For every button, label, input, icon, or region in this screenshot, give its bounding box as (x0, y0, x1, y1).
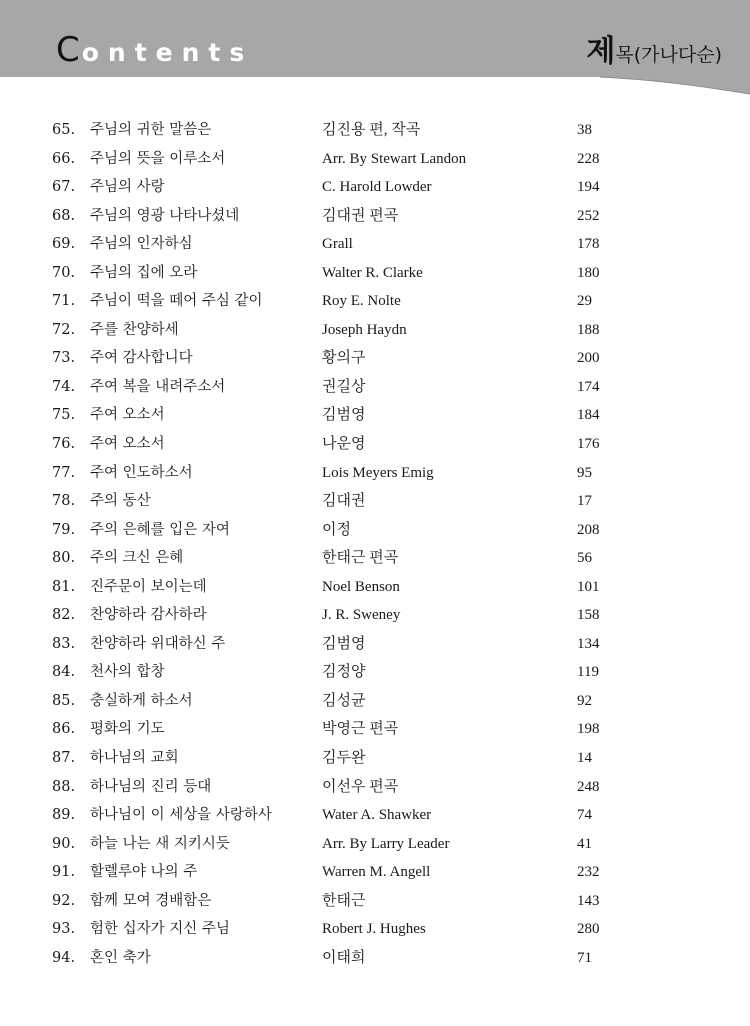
entry-page: 158 (577, 607, 600, 624)
entry-title: 하나님이 이 세상을 사랑하사 (90, 807, 272, 824)
page-header (0, 0, 750, 100)
entry-title: 주님의 영광 나타나셨네 (90, 207, 240, 224)
entry-composer: 한태근 (322, 892, 366, 909)
contents-entry[interactable] (0, 630, 750, 659)
entry-title: 주를 찬양하세 (90, 321, 179, 338)
entry-number: 83. (52, 635, 76, 652)
entry-title: 주여 감사합니다 (90, 350, 193, 367)
entry-page: 252 (577, 207, 600, 224)
entry-title: 충실하게 하소서 (90, 692, 193, 709)
entry-composer: 이선우 편곡 (322, 778, 399, 795)
contents-entry[interactable] (0, 516, 750, 545)
entry-page: 14 (577, 750, 592, 767)
contents-entry[interactable] (0, 858, 750, 887)
entry-composer: Grall (322, 236, 353, 253)
entry-page: 101 (577, 578, 600, 595)
entry-composer: 김정양 (322, 664, 366, 681)
entry-composer: 나운영 (322, 436, 366, 453)
contents-entry[interactable] (0, 773, 750, 802)
entry-composer: Lois Meyers Emig (322, 464, 434, 481)
entry-number: 84. (52, 664, 76, 681)
contents-heading (56, 30, 253, 70)
entry-composer: 이태희 (322, 949, 366, 966)
contents-entry[interactable] (0, 145, 750, 174)
entry-number: 89. (52, 807, 76, 824)
entry-number: 65. (52, 122, 76, 138)
entry-page: 188 (577, 321, 600, 338)
entry-composer: Walter R. Clarke (322, 264, 423, 281)
entry-title: 주님의 귀한 말씀은 (90, 122, 212, 138)
contents-entry[interactable] (0, 915, 750, 944)
entry-number: 90. (52, 835, 76, 852)
entry-title: 험한 십자가 지신 주님 (90, 921, 230, 938)
entry-composer: 한태근 편곡 (322, 550, 399, 567)
contents-heading-rest: ontents (81, 38, 254, 67)
entry-page: 248 (577, 778, 600, 795)
entry-title: 주의 동산 (90, 493, 151, 510)
entry-composer: 김두완 (322, 750, 366, 767)
entry-number: 85. (52, 692, 76, 709)
contents-heading-initial: C (56, 30, 82, 70)
entry-number: 93. (52, 921, 76, 938)
entry-title: 하나님의 진리 등대 (90, 778, 212, 795)
entry-title: 함께 모여 경배함은 (90, 892, 212, 909)
entry-composer: Arr. By Larry Leader (322, 835, 450, 852)
entry-number: 87. (52, 750, 76, 767)
entry-number: 78. (52, 493, 76, 510)
entry-composer: Warren M. Angell (322, 864, 431, 881)
entry-title: 주님이 떡을 떼어 주심 같이 (90, 293, 263, 310)
entry-composer: 김범영 (322, 407, 366, 424)
contents-entry[interactable] (0, 459, 750, 488)
entry-page: 176 (577, 436, 600, 453)
entry-page: 38 (577, 122, 592, 138)
entry-composer: Water A. Shawker (322, 807, 432, 824)
entry-title: 주의 크신 은혜 (90, 550, 184, 567)
entry-number: 82. (52, 607, 76, 624)
contents-entry[interactable] (0, 344, 750, 373)
contents-entry[interactable] (0, 430, 750, 459)
contents-entry[interactable] (0, 601, 750, 630)
entry-composer: C. Harold Lowder (322, 179, 432, 196)
contents-entry[interactable] (0, 544, 750, 573)
entry-number: 76. (52, 436, 76, 453)
entry-number: 72. (52, 321, 76, 338)
entry-page: 92 (577, 692, 592, 709)
entry-composer: 김진용 편, 작곡 (322, 122, 421, 138)
entry-page: 134 (577, 635, 600, 652)
entry-page: 41 (577, 835, 592, 852)
contents-entry[interactable] (0, 487, 750, 516)
entry-title: 혼인 축가 (90, 949, 151, 966)
contents-entry[interactable] (0, 202, 750, 231)
entry-page: 174 (577, 378, 600, 395)
entry-page: 119 (577, 664, 599, 681)
contents-entry[interactable] (0, 259, 750, 288)
entry-number: 74. (52, 378, 76, 395)
entry-page: 180 (577, 264, 600, 281)
entry-number: 70. (52, 264, 76, 281)
entry-composer: Robert J. Hughes (322, 921, 426, 938)
entry-page: 17 (577, 493, 592, 510)
entry-page: 200 (577, 350, 600, 367)
entry-composer: 이정 (322, 521, 351, 538)
entry-page: 194 (577, 179, 600, 196)
entry-page: 232 (577, 864, 600, 881)
entry-number: 67. (52, 179, 76, 196)
entry-number: 92. (52, 892, 76, 909)
entry-number: 66. (52, 150, 76, 167)
contents-entry[interactable] (0, 744, 750, 773)
entry-title: 주여 인도하소서 (90, 464, 193, 481)
entry-page: 71 (577, 949, 592, 966)
entry-title: 주여 복을 내려주소서 (90, 378, 226, 395)
contents-entry[interactable] (0, 658, 750, 687)
entry-composer: 김대권 편곡 (322, 207, 399, 224)
entry-page: 178 (577, 236, 600, 253)
contents-entry[interactable] (0, 715, 750, 744)
contents-entry[interactable] (0, 944, 750, 973)
entry-composer: J. R. Sweney (322, 607, 401, 624)
entry-number: 77. (52, 464, 76, 481)
contents-entry[interactable] (0, 401, 750, 430)
entry-page: 56 (577, 550, 592, 567)
entry-title: 진주문이 보이는데 (90, 578, 207, 595)
entry-number: 73. (52, 350, 76, 367)
contents-entry[interactable] (0, 173, 750, 202)
entry-title: 할렐루야 나의 주 (90, 864, 198, 881)
entry-title: 천사의 합창 (90, 664, 165, 681)
entry-number: 86. (52, 721, 76, 738)
entry-composer: 박영근 편곡 (322, 721, 399, 738)
entry-number: 79. (52, 521, 76, 538)
entry-composer: 김대권 (322, 493, 366, 510)
entry-composer: 황의구 (322, 350, 366, 367)
contents-entry[interactable] (0, 316, 750, 345)
entry-number: 94. (52, 949, 76, 966)
entry-page: 208 (577, 521, 600, 538)
entry-number: 75. (52, 407, 76, 424)
entry-composer: Arr. By Stewart Landon (322, 150, 467, 167)
entry-composer: 김성균 (322, 692, 366, 709)
contents-entry[interactable] (0, 830, 750, 859)
contents-entry[interactable] (0, 373, 750, 402)
entry-number: 71. (52, 293, 76, 310)
entry-title: 하나님의 교회 (90, 750, 179, 767)
entry-number: 80. (52, 550, 76, 567)
entry-page: 184 (577, 407, 600, 424)
entry-title: 찬양하라 감사하라 (90, 607, 207, 624)
entry-number: 69. (52, 236, 76, 253)
entry-title: 하늘 나는 새 지키시듯 (90, 835, 230, 852)
index-subtitle-initial: 제 (586, 34, 616, 69)
entry-number: 68. (52, 207, 76, 224)
entry-title: 주님의 집에 오라 (90, 264, 198, 281)
entry-number: 88. (52, 778, 76, 795)
contents-entry[interactable] (0, 287, 750, 316)
entry-title: 주님의 인자하심 (90, 236, 193, 253)
entry-composer: Roy E. Nolte (322, 293, 401, 310)
entry-composer: 김범영 (322, 635, 366, 652)
entry-page: 280 (577, 921, 600, 938)
index-subtitle-rest: 목(가나다순) (615, 44, 722, 66)
entry-composer: 권길상 (322, 378, 366, 395)
entry-title: 찬양하라 위대하신 주 (90, 635, 226, 652)
entry-composer: Joseph Haydn (322, 321, 407, 338)
contents-entry[interactable] (0, 801, 750, 830)
contents-entry[interactable] (0, 116, 750, 145)
entry-title: 주의 은혜를 입은 자여 (90, 521, 230, 538)
entry-number: 91. (52, 864, 76, 881)
contents-entry[interactable] (0, 230, 750, 259)
entry-title: 주여 오소서 (90, 436, 165, 453)
entry-page: 198 (577, 721, 600, 738)
entry-title: 주님의 뜻을 이루소서 (90, 150, 226, 167)
entry-page: 74 (577, 807, 592, 824)
contents-list (0, 116, 750, 972)
contents-entry[interactable] (0, 687, 750, 716)
entry-title: 주님의 사랑 (90, 179, 165, 196)
entry-composer: Noel Benson (322, 578, 400, 595)
entry-title: 주여 오소서 (90, 407, 165, 424)
index-subtitle (586, 26, 722, 70)
entry-number: 81. (52, 578, 76, 595)
entry-page: 228 (577, 150, 600, 167)
contents-entry[interactable] (0, 573, 750, 602)
entry-page: 143 (577, 892, 600, 909)
entry-page: 29 (577, 293, 592, 310)
entry-page: 95 (577, 464, 592, 481)
contents-entry[interactable] (0, 887, 750, 916)
entry-title: 평화의 기도 (90, 721, 165, 738)
